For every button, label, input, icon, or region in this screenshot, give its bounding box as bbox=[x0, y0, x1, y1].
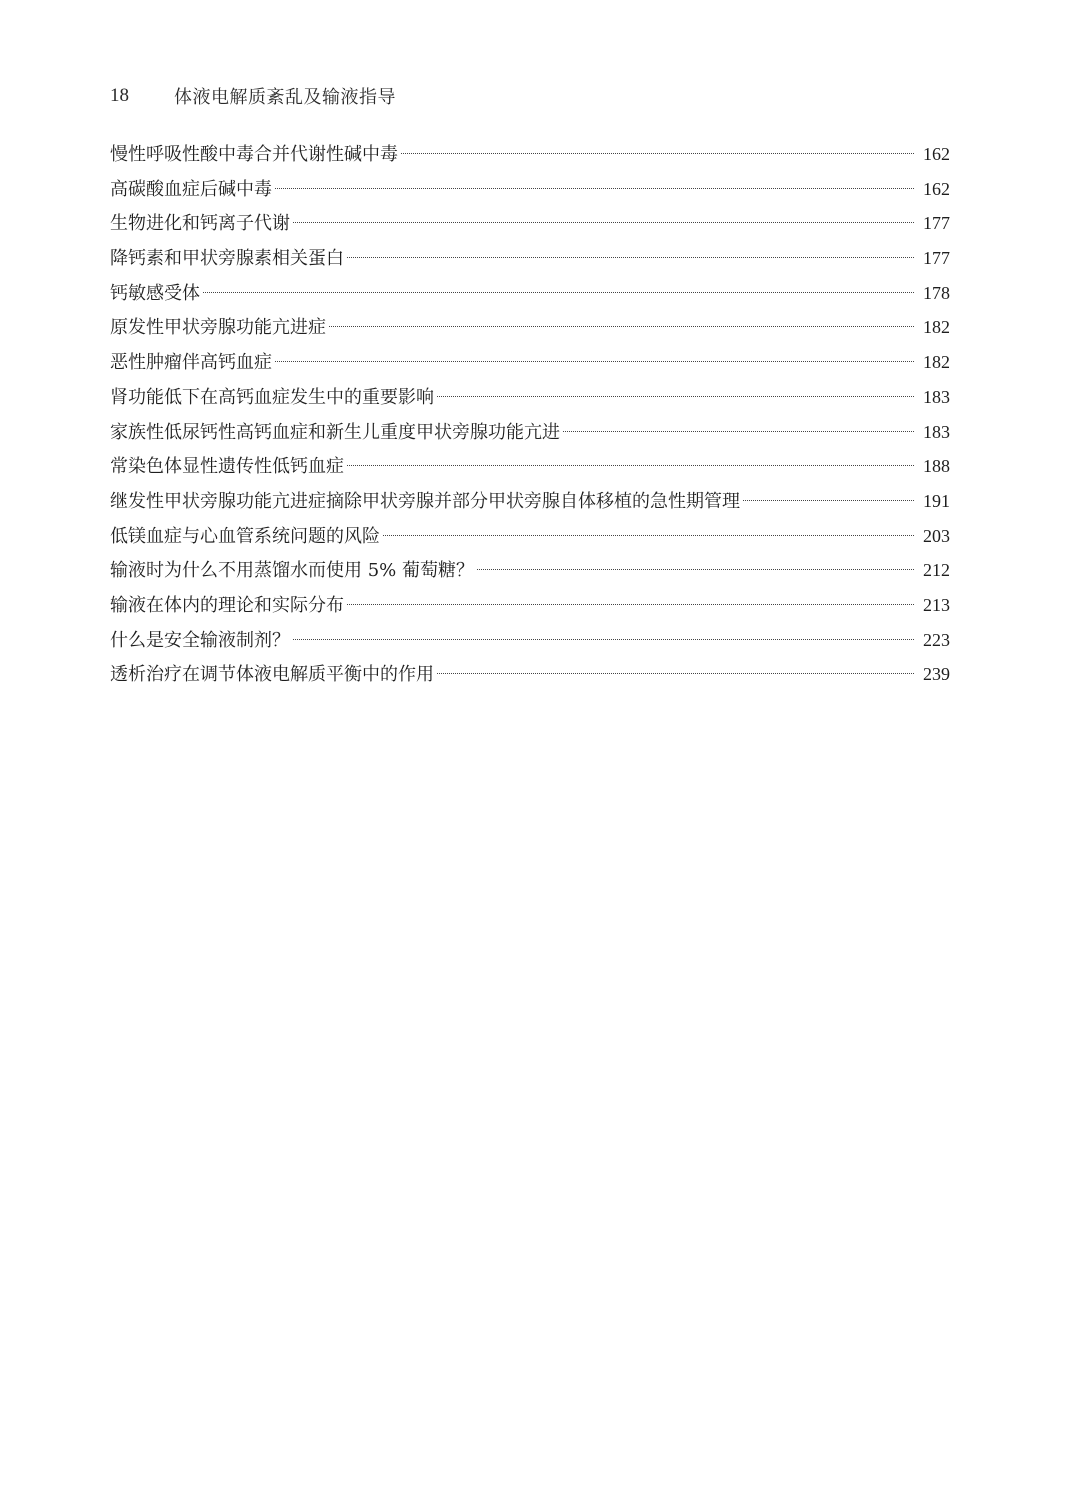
leader-dots bbox=[275, 188, 914, 189]
toc-entry[interactable] bbox=[110, 519, 950, 554]
toc-entry[interactable] bbox=[110, 657, 950, 692]
toc-entry-title: 钙敏感受体 bbox=[110, 282, 200, 304]
toc-entry[interactable] bbox=[110, 310, 950, 345]
toc-entry-title: 生物进化和钙离子代谢 bbox=[110, 213, 290, 235]
toc-entry-title: 低镁血症与心血管系统问题的风险 bbox=[110, 525, 380, 547]
toc-entry-title: 高碳酸血症后碱中毒 bbox=[110, 178, 272, 200]
leader-dots bbox=[293, 222, 914, 223]
leader-dots bbox=[477, 569, 914, 570]
toc-entry-page: 182 bbox=[923, 352, 950, 373]
toc-entry-title: 透析治疗在调节体液电解质平衡中的作用 bbox=[110, 664, 434, 686]
toc-entry[interactable] bbox=[110, 206, 950, 241]
leader-dots bbox=[203, 292, 914, 293]
leader-dots bbox=[347, 465, 914, 466]
toc-entry-page: 177 bbox=[923, 248, 950, 269]
toc-entry[interactable] bbox=[110, 484, 950, 519]
toc-entry[interactable] bbox=[110, 172, 950, 207]
leader-dots bbox=[401, 153, 914, 154]
toc-entry[interactable] bbox=[110, 623, 950, 658]
toc-entry-page: 223 bbox=[923, 629, 950, 650]
leader-dots bbox=[437, 673, 914, 674]
leader-dots bbox=[383, 535, 914, 536]
leader-dots bbox=[347, 604, 914, 605]
leader-dots bbox=[563, 431, 914, 432]
leader-dots bbox=[743, 500, 914, 501]
toc-entry-page: 239 bbox=[923, 664, 950, 685]
table-of-contents bbox=[110, 137, 950, 692]
toc-entry-page: 182 bbox=[923, 317, 950, 338]
toc-entry-title: 什么是安全输液制剂？ bbox=[110, 629, 290, 651]
toc-entry-page: 213 bbox=[923, 594, 950, 615]
leader-dots bbox=[437, 396, 914, 397]
toc-entry-page: 162 bbox=[923, 178, 950, 199]
toc-entry[interactable] bbox=[110, 241, 950, 276]
toc-entry[interactable] bbox=[110, 588, 950, 623]
toc-entry-title: 继发性甲状旁腺功能亢进症摘除甲状旁腺并部分甲状旁腺自体移植的急性期管理 bbox=[110, 490, 740, 512]
toc-entry-page: 177 bbox=[923, 213, 950, 234]
leader-dots bbox=[293, 639, 914, 640]
toc-entry-page: 178 bbox=[923, 282, 950, 303]
toc-entry-title: 原发性甲状旁腺功能亢进症 bbox=[110, 317, 326, 339]
toc-entry-title: 恶性肿瘤伴高钙血症 bbox=[110, 352, 272, 374]
toc-entry-page: 183 bbox=[923, 386, 950, 407]
toc-entry-title: 降钙素和甲状旁腺素相关蛋白 bbox=[110, 248, 344, 270]
toc-entry-title: 慢性呼吸性酸中毒合并代谢性碱中毒 bbox=[110, 144, 398, 165]
leader-dots bbox=[329, 326, 914, 327]
toc-entry-page: 183 bbox=[923, 421, 950, 442]
toc-entry[interactable] bbox=[110, 276, 950, 311]
toc-entry[interactable] bbox=[110, 345, 950, 380]
toc-entry-title: 肾功能低下在高钙血症发生中的重要影响 bbox=[110, 386, 434, 408]
toc-entry[interactable] bbox=[110, 137, 950, 172]
toc-entry-page: 188 bbox=[923, 456, 950, 477]
toc-entry[interactable] bbox=[110, 553, 950, 588]
page-number: 18 bbox=[110, 85, 129, 106]
toc-entry-title: 家族性低尿钙性高钙血症和新生儿重度甲状旁腺功能亢进 bbox=[110, 421, 560, 443]
book-title: 体液电解质紊乱及输液指导 bbox=[174, 87, 396, 108]
toc-entry-page: 203 bbox=[923, 525, 950, 546]
toc-entry-page: 162 bbox=[923, 144, 950, 164]
running-header bbox=[110, 82, 950, 110]
toc-entry-title: 常染色体显性遗传性低钙血症 bbox=[110, 456, 344, 478]
toc-entry[interactable] bbox=[110, 449, 950, 484]
toc-entry-title: 输液时为什么不用蒸馏水而使用 5% 葡萄糖？ bbox=[110, 560, 474, 582]
toc-entry[interactable] bbox=[110, 415, 950, 450]
toc-entry-page: 212 bbox=[923, 560, 950, 581]
leader-dots bbox=[347, 257, 914, 258]
toc-entry-page: 191 bbox=[923, 490, 950, 511]
toc-entry-title: 输液在体内的理论和实际分布 bbox=[110, 594, 344, 616]
leader-dots bbox=[275, 361, 914, 362]
toc-entry[interactable] bbox=[110, 380, 950, 415]
